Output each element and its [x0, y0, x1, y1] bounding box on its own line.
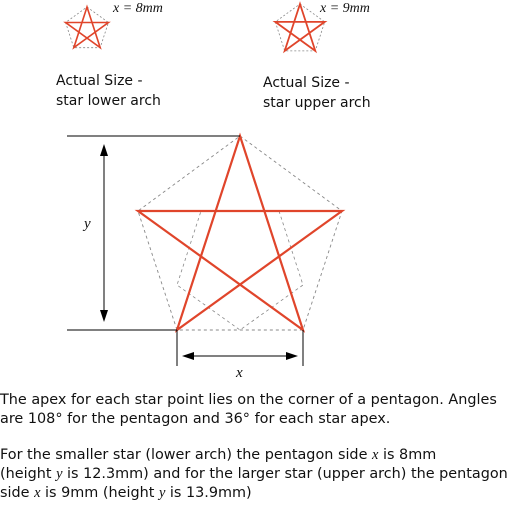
paragraph-1-line-1: The apex for each star point lies on the corner of a pentagon. Angles: [0, 392, 497, 408]
height-dimension: [67, 136, 240, 330]
side-arrow-left: [182, 352, 194, 360]
side-dimension: [177, 330, 303, 366]
small-star-caption-line2: star lower arch: [56, 93, 161, 109]
large-star-caption-line2: star upper arch: [263, 95, 371, 111]
paragraph-2-line-3: side x is 9mm (height y is 13.9mm): [0, 485, 252, 501]
main-star-figure: [138, 136, 342, 330]
main-star-shape: [138, 136, 342, 330]
large-star-dimension-label: x = 9mm: [320, 1, 370, 16]
side-label-x: x: [236, 365, 243, 381]
paragraph-1-line-2: are 108° for the pentagon and 36° for each star apex.: [0, 411, 391, 427]
small-star-figure: [66, 7, 109, 48]
height-arrow-bottom: [100, 310, 108, 322]
small-star-dimension-label: x = 8mm: [113, 1, 163, 16]
large-star-caption-line1: Actual Size -: [263, 75, 350, 91]
side-arrow-right: [286, 352, 298, 360]
large-star-figure: [275, 4, 324, 51]
paragraph-2-line-1: For the smaller star (lower arch) the pentagon side x is 8mm: [0, 447, 437, 463]
small-star-caption-line1: Actual Size -: [56, 73, 143, 89]
height-arrow-top: [100, 144, 108, 156]
height-label-y: y: [84, 216, 91, 232]
paragraph-2-line-2: (height y is 12.3mm) and for the larger star (upper arch) the pentagon: [0, 466, 508, 482]
